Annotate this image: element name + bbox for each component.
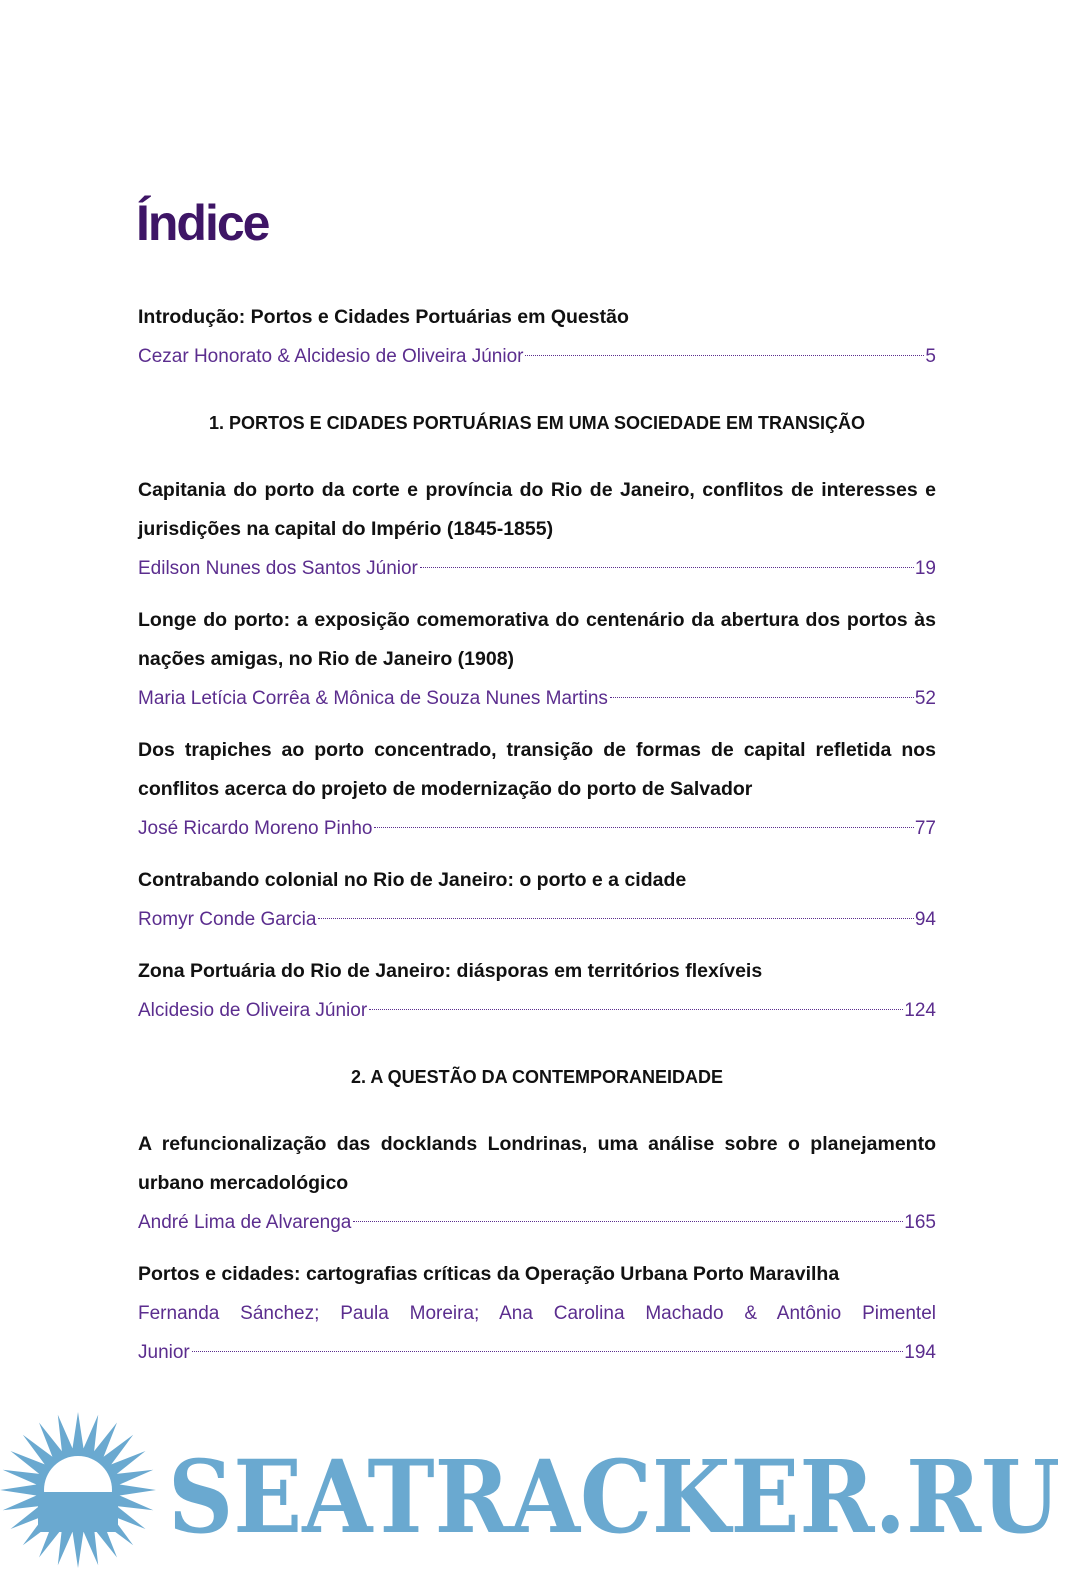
entry-author-line	[138, 549, 936, 588]
table-of-contents	[138, 298, 936, 1372]
entry-author: Alcidesio de Oliveira Júnior	[138, 1000, 368, 1021]
entry-title: Contrabando colonial no Rio de Janeiro: o porto e a cidade	[138, 869, 687, 891]
toc-entry[interactable]	[138, 1125, 936, 1242]
entry-title: Capitania do porto da corte e província do Rio de Janeiro, conflitos de interesses e jurisdições na capital do Império (1845-1855)	[138, 479, 936, 540]
sun-icon	[0, 1412, 156, 1568]
entry-title: Longe do porto: a exposição comemorativa do centenário da abertura dos portos às nações amigas, no Rio de Janeiro (1908)	[138, 609, 936, 670]
toc-entry[interactable]	[138, 861, 936, 939]
entry-author-line	[138, 337, 936, 376]
page-number: 77	[914, 818, 936, 839]
page-title: Índice	[136, 195, 269, 251]
entry-title: Introdução: Portos e Cidades Portuárias em Questão	[138, 306, 629, 328]
page-number: 52	[914, 688, 936, 709]
page-number: 5	[925, 346, 936, 367]
entry-title: A refuncionalização das docklands Londrinas, uma análise sobre o planejamento urbano mercadológico	[138, 1133, 936, 1194]
entry-author: Fernanda Sánchez; Paula Moreira; Ana Carolina Machado & Antônio Pimentel	[138, 1303, 936, 1324]
page-number: 19	[914, 558, 936, 579]
toc-entry[interactable]	[138, 471, 936, 588]
entry-author: Romyr Conde Garcia	[138, 909, 317, 930]
entry-author-line	[138, 679, 936, 718]
section-heading-1: 1. PORTOS E CIDADES PORTUÁRIAS EM UMA SOCIEDADE EM TRANSIÇÃO	[208, 413, 866, 433]
page-number: 165	[904, 1212, 936, 1233]
entry-author: Cezar Honorato & Alcidesio de Oliveira Júnior	[138, 346, 524, 367]
sun-horizon	[38, 1492, 118, 1532]
entry-author: André Lima de Alvarenga	[138, 1212, 352, 1233]
entry-author: Edilson Nunes dos Santos Júnior	[138, 558, 418, 579]
page-number: 194	[904, 1342, 936, 1363]
dot-leader	[369, 1009, 903, 1010]
dot-leader	[192, 1351, 904, 1352]
dot-leader	[610, 697, 914, 698]
entry-author-line	[138, 809, 936, 848]
page-number: 94	[914, 909, 936, 930]
watermark	[0, 1408, 1080, 1578]
dot-leader	[318, 918, 913, 919]
dot-leader	[525, 355, 924, 356]
entry-author-continued: Junior	[138, 1342, 190, 1363]
entry-author: Maria Letícia Corrêa & Mônica de Souza Nunes Martins	[138, 688, 608, 709]
toc-entry[interactable]	[138, 731, 936, 848]
watermark-text: SEATRACKER.RU	[168, 1438, 1060, 1556]
dot-leader	[353, 1221, 903, 1222]
dot-leader	[420, 567, 914, 568]
entry-title: Portos e cidades: cartografias críticas da Operação Urbana Porto Maravilha	[138, 1263, 840, 1285]
toc-entry-intro[interactable]	[138, 298, 936, 376]
entry-title: Dos trapiches ao porto concentrado, transição de formas de capital refletida nos conflitos acerca do projeto de modernização do porto de Salvador	[138, 739, 936, 800]
toc-entry[interactable]	[138, 1255, 936, 1372]
entry-author-line	[138, 991, 936, 1030]
toc-entry[interactable]	[138, 601, 936, 718]
entry-author: José Ricardo Moreno Pinho	[138, 818, 373, 839]
entry-author-line	[138, 1203, 936, 1242]
entry-author-line	[138, 1333, 936, 1372]
entry-author-line	[138, 900, 936, 939]
entry-title: Zona Portuária do Rio de Janeiro: diásporas em territórios flexíveis	[138, 960, 763, 982]
page-number: 124	[904, 1000, 936, 1021]
toc-entry[interactable]	[138, 952, 936, 1030]
section-heading-2: 2. A QUESTÃO DA CONTEMPORANEIDADE	[350, 1067, 724, 1087]
dot-leader	[374, 827, 913, 828]
